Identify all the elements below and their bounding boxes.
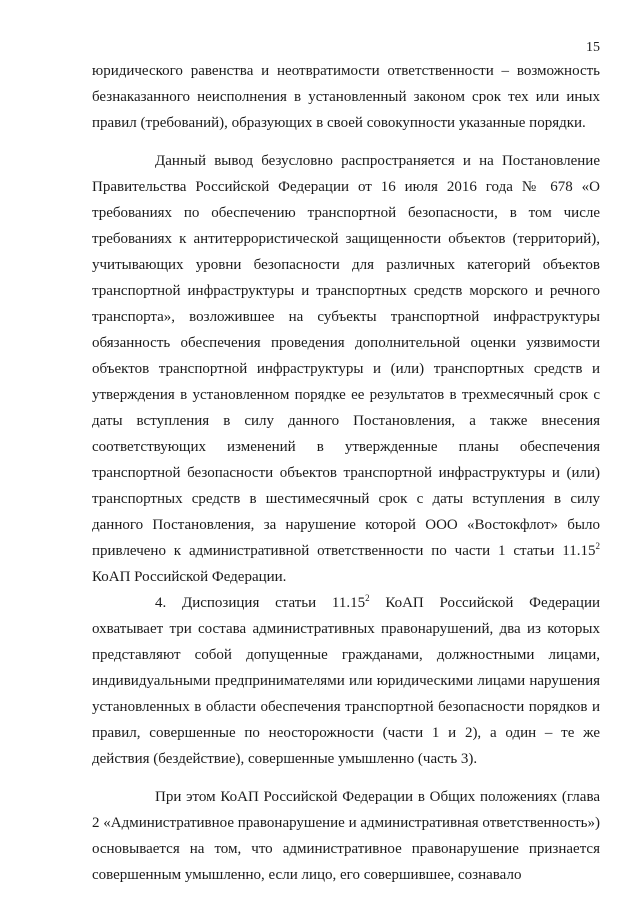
paragraph-general-provisions: При этом КоАП Российской Федерации в Общих положениях (глава 2 «Административное правонарушение и административная ответственность») основывается на том, что административное правонарушение признается совершенным умышленно, если лицо, его совершившее, сознавало (92, 789, 600, 883)
page-number: 15 (586, 40, 600, 55)
paragraph-text: Данный вывод безусловно распространяется и на Постановление Правительства Российской Федерации от 16 июля 2016 года № 678 «О требованиях по обеспечению транспортной безопасности, в том числе требованиях к антитеррористической защищенности объектов (территорий), учитывающих уровни безопасности для различных категорий объектов транспортной инфраструктуры и транспортных средств морского и речного транспорта», возложившее на субъекты транспортной инфраструктуры обязанность обеспечения проведения дополнительной оценки уязвимости объектов транспортной инфраструктуры и (или) транспортных средств и утверждения в установленном порядке ее результатов в трехмесячный срок с даты вступления в силу данного Постановления, а также внесения соответствующих изменений в утвержденные планы обеспечения транспортной безопасности объектов транспортной инфраструктуры и (или) транспортных средств в шестимесячный срок с даты вступления в силу данного Постановления, за нарушение которой ООО «Востокфлот» было привлечено к административной ответственности по части 1 статьи 11.15 (92, 153, 600, 559)
body-text (92, 58, 600, 888)
superscript: 2 (595, 541, 600, 551)
paragraph-text: КоАП Российской Федерации. (92, 569, 287, 585)
paragraph-disposition (92, 590, 600, 772)
paragraph-text: 4. Диспозиция статьи 11.15 (155, 595, 366, 611)
paragraph-resolution (92, 148, 600, 590)
paragraph-text: КоАП Российской Федерации охватывает три состава административных правонарушений, два из которых представляют собой допущенные гражданами, должностными лицами, индивидуальными предпринимателями или юридическими лицами нарушения установленных в области обеспечения транспортной безопасности порядков и правил, совершенные по неосторожности (части 1 и 2), а один – те же действия (бездействие), совершенные умышленно (часть 3). (92, 595, 601, 767)
paragraph-continuation: юридического равенства и неотвратимости ответственности – возможность безнаказанного неисполнения в установленный законом срок тех или иных правил (требований), образующих в своей совокупности указанные порядки. (92, 63, 600, 131)
superscript: 2 (365, 593, 370, 603)
